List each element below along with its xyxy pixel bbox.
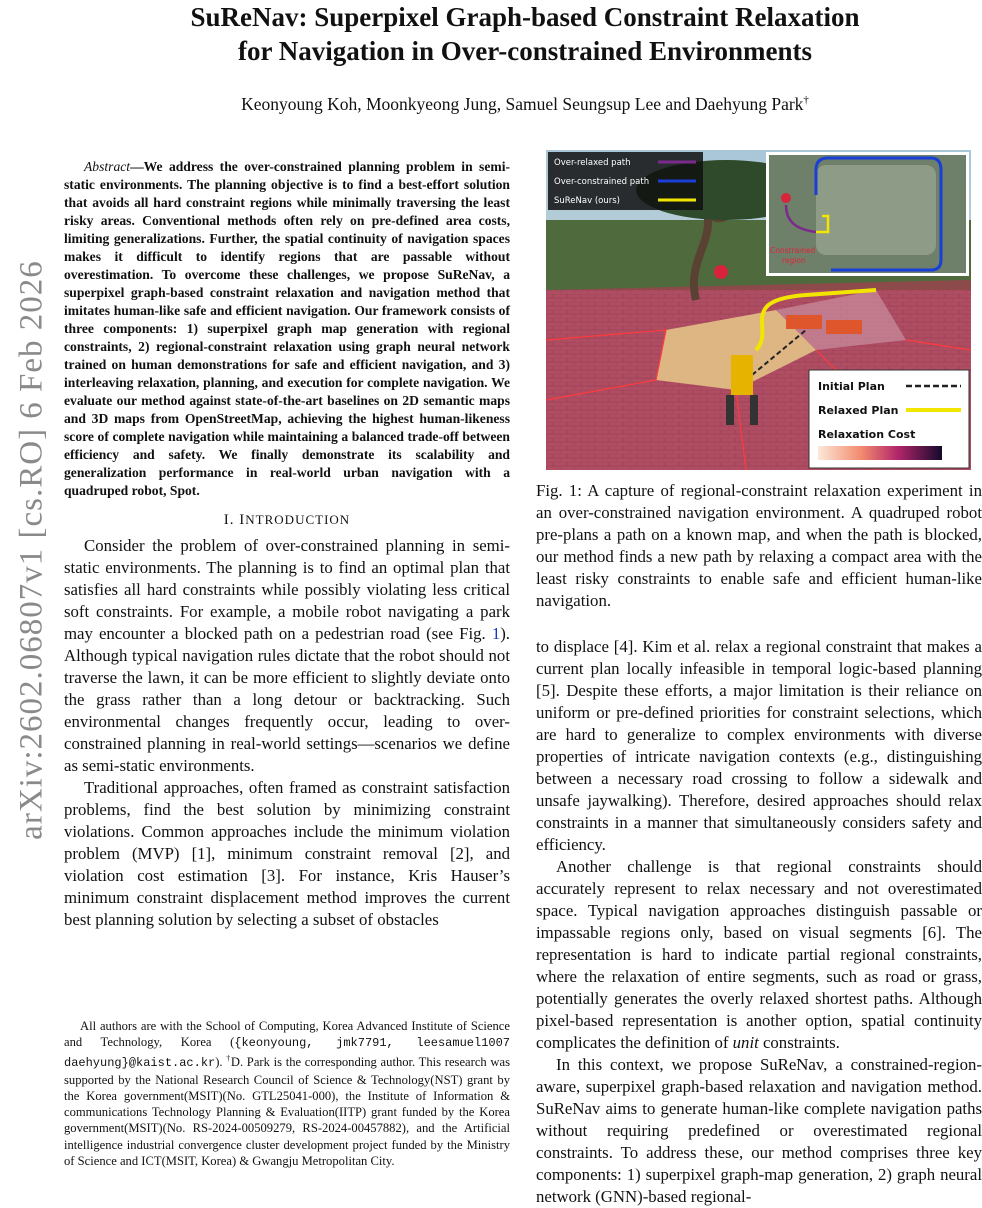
abstract-dash: —: [130, 159, 144, 174]
intro-p1-text-a: Consider the problem of over-constrained planning in semi-static environments. The planning is to find an optimal plan that satisfies all hard constraints while possibly violating less critical soft constraints. For example, a mobile robot navigating a park may encounter a blocked path on a pedestrian road (see Fig.: [64, 536, 510, 643]
aerial-lawn: [816, 165, 936, 255]
paper-title: [70, 0, 980, 68]
footnote-text-3: D. Park is the corresponding author. This research was supported by the National Research Council of Science & Technology(NST) grant by the Korea government(MSIT)(No. GTL25041-000), the Institute of Information & communications Technology Planning & Evaluation(IITP) grant funded by the Korea government(MSIT)(No. RS-2024-00509279, RS-2024-00457882), and the Artificial intelligence industrial convergence cluster development project funded by the Ministry of Science and ICT(MSIT, Korea) & Gwangju Metropolitan City.: [64, 1055, 510, 1168]
footnote-text-1: All authors are with the School of Computing, Korea Advanced Institute of Science and Technology, Korea (: [64, 1019, 510, 1050]
figure-1: [546, 150, 971, 470]
section-first-letter: I: [239, 512, 246, 528]
intro-paragraph-1: [64, 535, 510, 777]
footnote-emails: {keonyoung, jmk7791, leesamuel1007 daehyung}@kaist.ac.kr: [64, 1036, 510, 1071]
section-heading-introduction: [64, 512, 510, 529]
goal-marker-icon: [714, 265, 728, 279]
authors-text: Keonyoung Koh, Moonkyeong Jung, Samuel Seungsup Lee and Daehyung Park: [241, 94, 804, 114]
right-paragraph-2: [536, 856, 982, 1054]
spot-robot-body: [731, 355, 753, 395]
right-p2-text: Another challenge is that regional constraints should accurately represent to relax necessary and not overestimated space. Typical navigation approaches distinguish passable or impassable regions only, based on visual segments [6]. The representation is hard to indicate partial regional constraints, where the relaxation of entire segments, such as road or grass, potentially generates the overly relaxed shortest paths. Although pixel-based representation is another option, spatial continuity complicates the definition of: [536, 857, 982, 1052]
abstract-label: Abstract: [84, 159, 131, 174]
right-p2-end: constraints.: [758, 1033, 840, 1052]
left-column: [64, 158, 510, 931]
arxiv-identifier-text: arXiv:2602.06807v1 [cs.RO] 6 Feb 2026: [13, 260, 50, 840]
figure-1-reference-link[interactable]: 1: [491, 624, 501, 643]
title-line-1: SuReNav: Superpixel Graph-based Constraint Relaxation: [190, 2, 860, 32]
inset-goal-marker-icon: [781, 193, 791, 203]
corresponding-author-mark: †: [803, 94, 809, 107]
affiliation-footnote: [64, 1018, 510, 1169]
right-p2-italic: unit: [732, 1033, 759, 1052]
spot-robot-leg-1: [726, 395, 734, 425]
abstract: [64, 158, 510, 500]
barricade-1: [786, 315, 822, 329]
inset-constrained-label-line1: Constrained: [770, 246, 816, 255]
figure-1-image: [546, 150, 971, 470]
relaxation-cost-colorbar: [818, 446, 942, 460]
plan-legend-relaxed-label: Relaxed Plan: [818, 404, 899, 417]
intro-p1-text-b: ). Although typical navigation rules dictate that the robot should not traverse the lawn, it can be more efficient to slightly deviate onto the grass rather than a long detour or backtracking. Such environmental changes frequently occur, leading to over-constrained planning in real-world settings—scenarios we define as semi-static environments.: [64, 624, 510, 775]
section-title-rest: NTRODUCTION: [245, 512, 351, 527]
inset-constrained-label-line2: region: [782, 256, 806, 265]
right-paragraph-1: to displace [4]. Kim et al. relax a regional constraint that makes a current plan locally infeasible in temporal logic-based planning [5]. Despite these efforts, a major limitation is their reliance on uniform or pre-defined priorities for constraint selections, which are hard to generalize to complex environments with diverse properties of intricate navigation contexts (e.g., distinguishing between a necessary road crossing to follow a sidewalk and unsafe jaywalking). Therefore, desired approaches should relax constraints in a manner that simultaneously considers safety and efficiency.: [536, 637, 982, 854]
title-line-2: for Navigation in Over-constrained Environments: [237, 36, 812, 66]
section-numeral: I.: [223, 512, 235, 528]
legend-surenav-label: SuReNav (ours): [554, 196, 620, 206]
arxiv-identifier: [12, 200, 52, 900]
author-list: [70, 94, 980, 115]
spot-robot-leg-2: [750, 395, 758, 425]
figure-1-caption: Fig. 1: A capture of regional-constraint relaxation experiment in an over-constrained navigation environment. A quadruped robot pre-plans a path on a known map, and when the path is blocked, our method finds a new path by relaxing a compact area with the least risky constraints to enable safe and efficient human-like navigation.: [536, 481, 982, 610]
barricade-2: [826, 320, 862, 334]
footnote-dagger: †: [226, 1054, 231, 1064]
intro-paragraph-2: Traditional approaches, often framed as constraint satisfaction problems, find the best solution by minimizing constraint violations. Common approaches include the minimum violation problem (MVP) [1], minimum constraint removal [2], and violation cost estimation [3]. For instance, Kris Hauser’s minimum constraint displacement method improves the current best planning solution by selecting a subset of obstacles: [64, 778, 510, 929]
plan-legend-initial-label: Initial Plan: [818, 380, 885, 393]
legend-over-constrained-label: Over-constrained path: [554, 177, 650, 187]
abstract-text: We address the over-constrained planning problem in semi-static environments. The planning objective is to find a best-effort solution that avoids all hard constraint regions while minimally traversing the least risky areas. Conventional methods often rely on pre-defined area costs, limiting generalizations. Further, the spatial continuity of navigation spaces makes it difficult to identify regions that are passable without overestimation. To overcome these challenges, we propose SuReNav, a superpixel graph-based constraint relaxation and navigation method that imitates human-like safe and efficient navigation. Our framework consists of three components: 1) superpixel graph map generation with regional constraints, 2) regional-constraint relaxation using graph neural network trained on human demonstrations for safe and efficient navigation, and 3) interleaving relaxation, planning, and execution for complete navigation. We evaluate our method against state-of-the-art baselines on 2D semantic maps and 3D maps from OpenStreetMap, achieving the highest human-likeness score of complete navigation while maintaining a balanced trade-off between efficiency and safety. We finally demonstrate its scalability and generalization performance in real-world urban navigation with a quadruped robot, Spot.: [64, 159, 510, 498]
right-column-body: [536, 636, 982, 1208]
right-column-top: [536, 150, 982, 612]
plan-legend-cost-label: Relaxation Cost: [818, 428, 916, 441]
right-paragraph-3: In this context, we propose SuReNav, a constrained-region-aware, superpixel graph-based relaxation and navigation method. SuReNav aims to generate human-like complete navigation paths without requiring predefined or overestimated regional constraints. To address these, our method comprises three key components: 1) superpixel graph-map generation, 2) graph neural network (GNN)-based regional-: [536, 1055, 982, 1206]
legend-over-relaxed-label: Over-relaxed path: [554, 158, 631, 168]
footnote-text-2: ).: [215, 1055, 227, 1070]
